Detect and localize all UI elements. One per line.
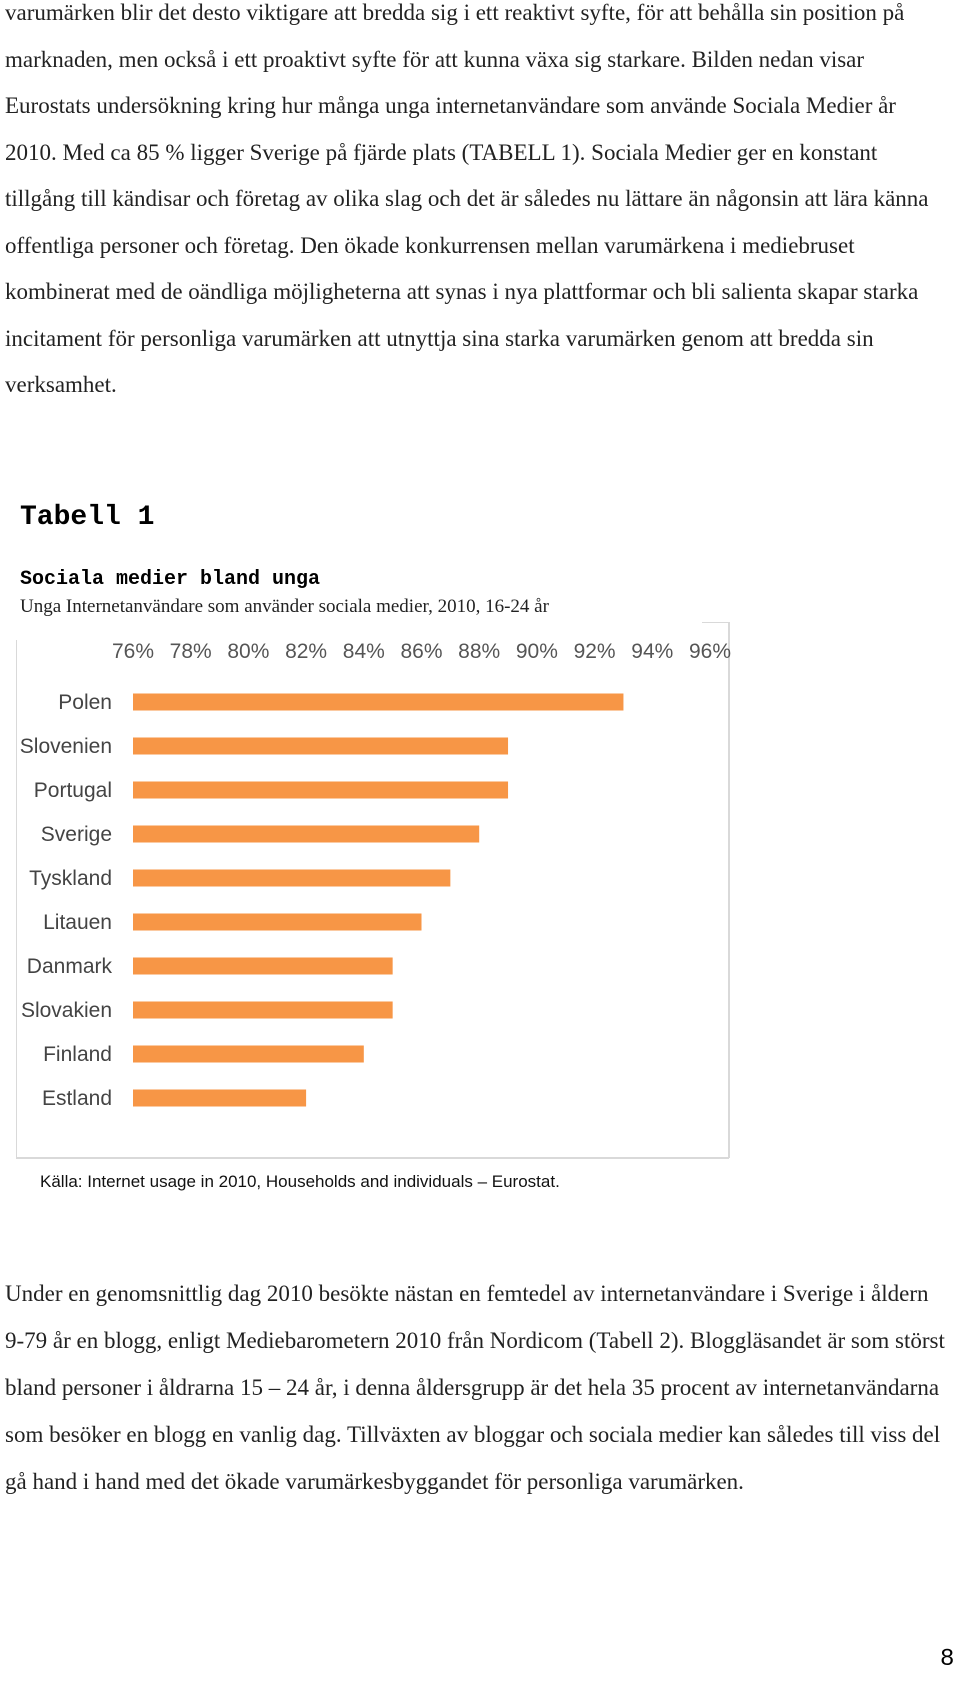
category-label: Sverige (40, 823, 112, 846)
category-label: Slovakien (20, 999, 112, 1022)
bar-polen (133, 694, 623, 711)
x-tick-label: 84% (342, 640, 385, 663)
x-tick-label: 78% (169, 640, 212, 663)
category-label: Portugal (33, 779, 112, 802)
body-paragraph: Under en genomsnittlig dag 2010 besökte nästan en femtedel av internetanvändare i Sverige i åldern 9-79 år en blogg, enligt Mediebarometern 2010 från Nordicom (Tabell 2). Bloggläsandet är som störst bland personer i åldrarna 15 – 24 år, i denna åldersgrupp är det hela 35 procent av internetanvändarna som besöker en blogg en vanlig dag. Tillväxten av bloggar och sociala medier kan således till viss del gå hand i hand med det ökade varumärkesbyggandet för personliga varumärken. (5, 1281, 945, 1494)
x-tick-label: 80% (227, 640, 270, 663)
category-label: Tyskland (29, 867, 112, 890)
x-tick-label: 90% (515, 640, 558, 663)
category-label: Danmark (26, 955, 112, 978)
x-tick-label: 94% (631, 640, 674, 663)
x-tick-label: 82% (285, 640, 328, 663)
chart-svg (16, 622, 760, 1160)
bar-tyskland (133, 870, 450, 887)
bar-finland (133, 1046, 364, 1063)
bar-sverige (133, 826, 479, 843)
category-label: Estland (41, 1087, 112, 1110)
x-tick-label: 92% (573, 640, 616, 663)
x-tick-label: 76% (111, 640, 155, 663)
category-label: Slovenien (19, 735, 112, 758)
x-tick-label: 88% (458, 640, 501, 663)
bar-slovakien (133, 1002, 393, 1019)
bar-portugal (133, 782, 508, 799)
source-note: Källa: Internet usage in 2010, Households and individuals – Eurostat. (40, 1172, 560, 1191)
category-label: Finland (43, 1043, 112, 1066)
category-label: Litauen (43, 911, 112, 934)
page-number: 8 (940, 1646, 955, 1673)
bar-danmark (133, 958, 393, 975)
table-title: Tabell 1 (20, 502, 155, 533)
x-tick-label: 96% (688, 640, 732, 663)
bar-slovenien (133, 738, 508, 755)
table-caption: Unga Internetanvändare som använder sociala medier, 2010, 16-24 år (20, 596, 549, 617)
table-subtitle: Sociala medier bland unga (20, 568, 321, 591)
x-tick-label: 86% (400, 640, 443, 663)
bar-litauen (133, 914, 422, 931)
bar-estland (133, 1090, 306, 1107)
intro-paragraph: varumärken blir det desto viktigare att bredda sig i ett reaktivt syfte, för att behålla sin position på marknaden, men också i ett proaktivt syfte för att kunna växa sig starkare. Bilden nedan visar Eurostats undersökning kring hur många unga internetanvändare som använde Sociala Medier år 2010. Med ca 85 % ligger Sverige på fjärde plats (TABELL 1). Sociala Medier ger en konstant tillgång till kändisar och företag av olika slag och det är således nu lättare än någonsin att lära känna offentliga personer och företag. Den ökade konkurrensen mellan varumärkena i mediebruset kombinerat med de oändliga möjligheterna att synas i nya plattformar och bli salienta skapar starka incitament för personliga varumärken att utnyttja sina starka varumärken genom att bredda sin verksamhet. (5, 0, 929, 397)
category-label: Polen (58, 691, 112, 714)
bar-chart (16, 622, 760, 1160)
